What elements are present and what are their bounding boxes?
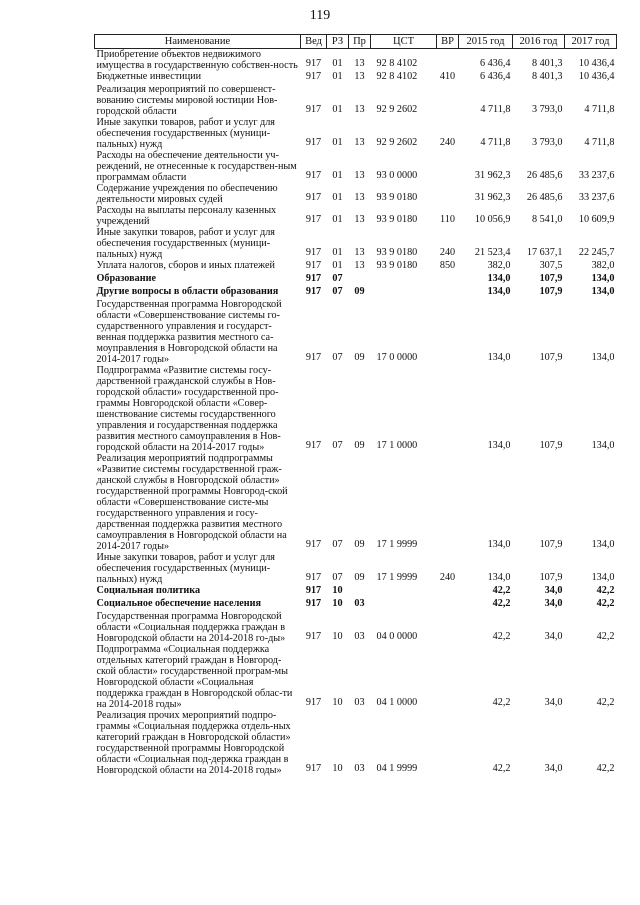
- row-rz: 01: [332, 192, 343, 203]
- row-cst: 17 1 9999: [376, 572, 418, 583]
- row-ved: 917: [305, 352, 322, 363]
- table-row: [95, 552, 617, 585]
- row-rz: 10: [332, 585, 343, 596]
- row-name: Реализация прочих мероприятий подпро-граммы «Социальная поддержка отдель-ных категорий граждан в Новгородской области» государственной программы Новгородской области «Социальная под-держка граждан в Новгородской области на 2014-2018 годы»: [96, 710, 291, 776]
- row-ved: 917: [305, 572, 322, 583]
- row-name: Уплата налогов, сборов и иных платежей: [96, 260, 275, 271]
- row-vr: 240: [439, 137, 456, 148]
- row-cst: 04 1 0000: [376, 697, 418, 708]
- row-ved: 917: [305, 247, 322, 258]
- header-cst: ЦСТ: [371, 35, 437, 49]
- row-value-2015: 4 711,8: [480, 137, 511, 148]
- row-rz: 01: [332, 71, 343, 82]
- row-vr: [437, 585, 459, 598]
- row-vr: [437, 299, 459, 365]
- row-value-2017: 42,2: [596, 585, 615, 596]
- row-rz: 01: [332, 137, 343, 148]
- row-pr: 03: [354, 697, 365, 708]
- row-pr: 09: [354, 572, 365, 583]
- row-name: Социальная политика: [96, 585, 201, 596]
- row-value-2015: 42,2: [492, 631, 511, 642]
- table-row: [95, 273, 617, 286]
- row-pr: [349, 585, 371, 598]
- row-cst: 17 1 9999: [376, 539, 418, 550]
- row-cst: 93 9 0180: [376, 260, 418, 271]
- table-row: [95, 453, 617, 552]
- row-value-2017: 134,0: [591, 286, 615, 297]
- row-rz: 07: [332, 273, 343, 284]
- row-pr: 13: [354, 71, 365, 82]
- table-row: [95, 150, 617, 183]
- row-pr: 03: [354, 631, 365, 642]
- row-value-2015: 42,2: [492, 598, 511, 609]
- row-value-2017: 33 237,6: [578, 192, 615, 203]
- row-cst: 92 9 2602: [376, 137, 418, 148]
- row-value-2015: 31 962,3: [474, 170, 511, 181]
- row-ved: 917: [305, 273, 322, 284]
- row-pr: 03: [354, 598, 365, 609]
- row-ved: 917: [305, 598, 322, 609]
- row-value-2016: 107,9: [539, 352, 563, 363]
- table-row: [95, 71, 617, 84]
- row-ved: 917: [305, 697, 322, 708]
- row-vr: [437, 183, 459, 205]
- row-value-2017: 134,0: [591, 440, 615, 451]
- row-value-2016: 107,9: [539, 539, 563, 550]
- row-vr: 110: [440, 214, 455, 225]
- row-ved: 917: [305, 286, 322, 297]
- row-cst: 93 9 0180: [376, 214, 418, 225]
- table-row: [95, 117, 617, 150]
- row-value-2017: 10 436,4: [578, 58, 615, 69]
- row-value-2016: 34,0: [544, 631, 563, 642]
- row-value-2015: 6 436,4: [479, 58, 511, 69]
- row-pr: 03: [354, 763, 365, 774]
- header-vr: ВР: [437, 35, 459, 49]
- row-rz: 01: [332, 58, 343, 69]
- row-value-2016: 8 401,3: [531, 58, 563, 69]
- row-vr: [437, 611, 459, 644]
- row-cst: 92 9 2602: [376, 104, 418, 115]
- row-value-2015: 42,2: [492, 763, 511, 774]
- row-vr: [437, 150, 459, 183]
- table-row: [95, 365, 617, 453]
- header-rz: РЗ: [327, 35, 349, 49]
- row-vr: 240: [439, 572, 456, 583]
- row-vr: [437, 644, 459, 710]
- row-value-2017: 4 711,8: [584, 137, 615, 148]
- header-pr: Пр: [349, 35, 371, 49]
- row-value-2016: 3 793,0: [531, 104, 563, 115]
- row-name: Реализация мероприятий по совершенст-вованию системы мировой юстиции Нов-городской области: [96, 84, 278, 117]
- row-rz: 10: [332, 697, 343, 708]
- row-pr: 09: [354, 286, 365, 297]
- row-pr: [349, 273, 371, 286]
- row-pr: 13: [354, 137, 365, 148]
- row-cst: 04 1 9999: [376, 763, 418, 774]
- table-header-row: [95, 35, 617, 49]
- row-ved: 917: [305, 763, 322, 774]
- row-name: Государственная программа Новгородской области «Совершенствование системы го-сударственного управления и государст-венная поддержка развития местного са-моуправления в Новгородской области на 2014-2017 годы»: [96, 299, 282, 365]
- row-pr: 13: [354, 192, 365, 203]
- row-pr: 13: [354, 247, 365, 258]
- row-name: Иные закупки товаров, работ и услуг для обеспечения государственных (муници-пальных) нужд: [96, 227, 275, 260]
- row-name: Реализация мероприятий подпрограммы «Развитие системы государственной граж-данской службы в Новгородской области» государственной программы Новгород-ской области «Совершенствование систе-мы государственного управления и госу-дарственная поддержка развития местного самоуправления в Новгородской области на 2014-2017 годы»: [96, 453, 288, 552]
- row-value-2017: 22 245,7: [578, 247, 615, 258]
- row-value-2016: 34,0: [544, 763, 563, 774]
- row-value-2017: 382,0: [591, 260, 615, 271]
- table-body: [95, 49, 617, 777]
- table-row: [95, 710, 617, 776]
- table-row: [95, 598, 617, 611]
- row-rz: 01: [332, 170, 343, 181]
- row-name: Иные закупки товаров, работ и услуг для обеспечения государственных (муници-пальных) нужд: [96, 552, 275, 585]
- row-cst: [371, 585, 437, 598]
- row-value-2015: 134,0: [487, 286, 511, 297]
- row-vr: [437, 598, 459, 611]
- row-pr: 13: [354, 170, 365, 181]
- row-ved: 917: [305, 137, 322, 148]
- row-vr: [437, 710, 459, 776]
- header-2015: 2015 год: [459, 35, 513, 49]
- row-value-2016: 8 541,0: [531, 214, 563, 225]
- row-cst: [371, 286, 437, 299]
- row-ved: 917: [305, 214, 322, 225]
- row-value-2015: 134,0: [487, 572, 511, 583]
- header-ved: Вед: [301, 35, 327, 49]
- page-number: 119: [309, 8, 331, 23]
- row-cst: 17 0 0000: [376, 352, 418, 363]
- row-name: Социальное обеспечение населения: [96, 598, 262, 609]
- row-value-2015: 382,0: [487, 260, 511, 271]
- row-value-2016: 34,0: [544, 697, 563, 708]
- row-name: Содержание учреждения по обеспечению деятельности мировых судей: [96, 183, 278, 205]
- row-pr: 13: [354, 214, 365, 225]
- row-pr: 09: [354, 539, 365, 550]
- row-ved: 917: [305, 170, 322, 181]
- row-value-2016: 107,9: [539, 440, 563, 451]
- row-value-2017: 42,2: [596, 763, 615, 774]
- table-row: [95, 286, 617, 299]
- row-pr: 09: [354, 440, 365, 451]
- row-cst: 93 9 0180: [376, 247, 418, 258]
- row-name: Приобретение объектов недвижимого имущества в государственную собствен-ность: [96, 49, 298, 71]
- row-ved: 917: [305, 71, 322, 82]
- table-row: [95, 644, 617, 710]
- row-cst: 93 0 0000: [376, 170, 418, 181]
- row-name: Иные закупки товаров, работ и услуг для обеспечения государственных (муници-пальных) нужд: [96, 117, 275, 150]
- table-row: [95, 205, 617, 227]
- row-ved: 917: [305, 192, 322, 203]
- row-value-2015: 21 523,4: [474, 247, 511, 258]
- row-ved: 917: [305, 585, 322, 596]
- table-row: [95, 611, 617, 644]
- row-cst: [371, 598, 437, 611]
- row-value-2017: 33 237,6: [578, 170, 615, 181]
- table-row: [95, 227, 617, 260]
- row-rz: 10: [332, 631, 343, 642]
- row-vr: [437, 286, 459, 299]
- row-value-2016: 107,9: [539, 286, 563, 297]
- row-value-2016: 17 637,1: [526, 247, 563, 258]
- row-rz: 01: [332, 104, 343, 115]
- row-value-2015: 4 711,8: [480, 104, 511, 115]
- row-name: Подпрограмма «Социальная поддержка отдельных категорий граждан в Новгород-ской области» государственной програм-мы Новгородской области «Социальная поддержка граждан в Новгородской облас-ти на 2014-2018 годы»: [96, 644, 293, 710]
- row-name: Расходы на выплаты персоналу казенных учреждений: [96, 205, 277, 227]
- row-pr: 13: [354, 260, 365, 271]
- row-value-2017: 10 609,9: [578, 214, 615, 225]
- header-2017: 2017 год: [565, 35, 617, 49]
- row-vr: [437, 84, 459, 117]
- row-value-2017: 4 711,8: [584, 104, 615, 115]
- row-vr: 410: [439, 71, 456, 82]
- row-vr: [437, 273, 459, 286]
- row-value-2016: 26 485,6: [526, 192, 563, 203]
- row-rz: 01: [332, 247, 343, 258]
- row-value-2017: 42,2: [596, 697, 615, 708]
- row-value-2016: 26 485,6: [526, 170, 563, 181]
- row-rz: 07: [332, 440, 343, 451]
- row-value-2016: 107,9: [539, 273, 563, 284]
- row-value-2017: 10 436,4: [578, 71, 615, 82]
- row-cst: 17 1 0000: [376, 440, 418, 451]
- row-value-2015: 134,0: [487, 440, 511, 451]
- row-value-2015: 6 436,4: [479, 71, 511, 82]
- row-value-2015: 42,2: [492, 585, 511, 596]
- table-row: [95, 183, 617, 205]
- row-ved: 917: [305, 440, 322, 451]
- row-name: Государственная программа Новгородской области «Социальная поддержка граждан в Новгородской области на 2014-2018 го-ды»: [96, 611, 286, 644]
- row-rz: 07: [332, 352, 343, 363]
- row-cst: 93 9 0180: [376, 192, 418, 203]
- row-rz: 10: [332, 598, 343, 609]
- row-name: Подпрограмма «Развитие системы госу-дарственной гражданской службы в Нов-городской области» государственной про-граммы Новгородской области «Совер-шенствование системы государственного управления и государственная поддержка развития местного самоуправления в Нов-городской области на 2014-2017 годы»: [96, 365, 281, 453]
- row-cst: [371, 273, 437, 286]
- row-ved: 917: [305, 58, 322, 69]
- row-value-2015: 10 056,9: [474, 214, 511, 225]
- row-rz: 07: [332, 286, 343, 297]
- budget-table: [94, 34, 617, 776]
- row-value-2017: 134,0: [591, 572, 615, 583]
- row-ved: 917: [305, 631, 322, 642]
- row-vr: 240: [439, 247, 456, 258]
- row-value-2016: 34,0: [544, 585, 563, 596]
- row-vr: [437, 365, 459, 453]
- table-row: [95, 299, 617, 365]
- header-2016: 2016 год: [513, 35, 565, 49]
- row-value-2016: 3 793,0: [531, 137, 563, 148]
- row-rz: 07: [332, 539, 343, 550]
- row-rz: 10: [332, 763, 343, 774]
- table-row: [95, 84, 617, 117]
- row-value-2015: 31 962,3: [474, 192, 511, 203]
- row-value-2016: 307,5: [539, 260, 563, 271]
- header-name: Наименование: [95, 35, 301, 49]
- row-pr: 09: [354, 352, 365, 363]
- row-vr: [437, 453, 459, 552]
- row-rz: 07: [332, 572, 343, 583]
- row-vr: [437, 49, 459, 72]
- row-name: Другие вопросы в области образования: [96, 286, 279, 297]
- row-rz: 01: [332, 260, 343, 271]
- row-value-2017: 134,0: [591, 352, 615, 363]
- row-ved: 917: [305, 260, 322, 271]
- row-ved: 917: [305, 104, 322, 115]
- row-value-2016: 34,0: [544, 598, 563, 609]
- row-name: Бюджетные инвестиции: [96, 71, 202, 82]
- row-pr: 13: [354, 58, 365, 69]
- row-value-2015: 42,2: [492, 697, 511, 708]
- row-value-2015: 134,0: [487, 352, 511, 363]
- row-name: Расходы на обеспечение деятельности уч-реждений, не отнесенные к государствен-ным программам области: [96, 150, 297, 183]
- row-rz: 01: [332, 214, 343, 225]
- row-name: Образование: [96, 273, 157, 284]
- row-value-2016: 107,9: [539, 572, 563, 583]
- row-value-2015: 134,0: [487, 539, 511, 550]
- row-cst: 92 8 4102: [376, 71, 418, 82]
- table-row: [95, 585, 617, 598]
- row-value-2017: 134,0: [591, 539, 615, 550]
- row-value-2017: 42,2: [596, 631, 615, 642]
- row-cst: 92 8 4102: [376, 58, 418, 69]
- row-value-2016: 8 401,3: [531, 71, 563, 82]
- row-cst: 04 0 0000: [376, 631, 418, 642]
- table-row: [95, 260, 617, 273]
- row-pr: 13: [354, 104, 365, 115]
- row-value-2017: 134,0: [591, 273, 615, 284]
- table-row: [95, 49, 617, 72]
- row-value-2017: 42,2: [596, 598, 615, 609]
- row-ved: 917: [305, 539, 322, 550]
- row-vr: 850: [439, 260, 456, 271]
- row-value-2015: 134,0: [487, 273, 511, 284]
